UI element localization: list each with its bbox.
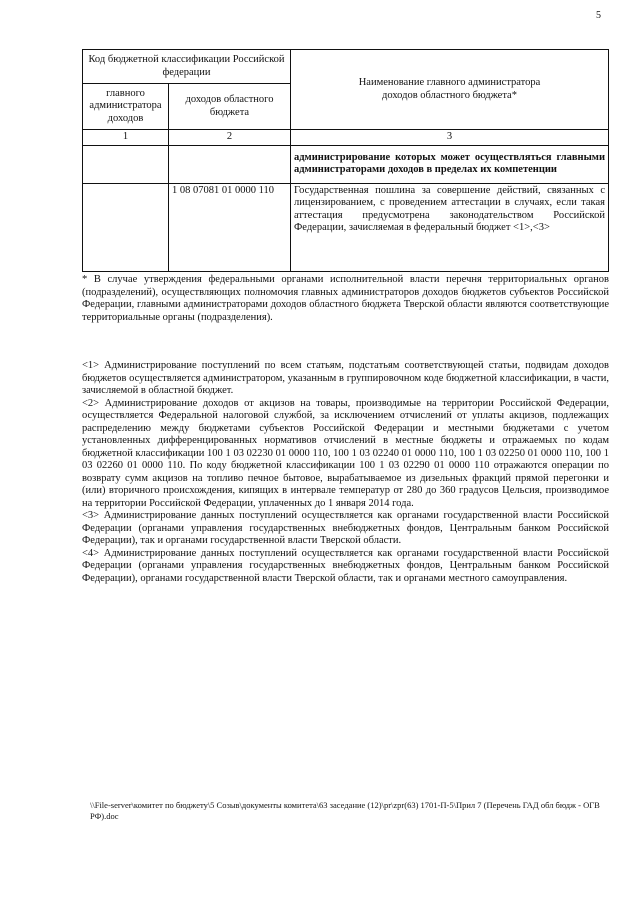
- row2-name: Государственная пошлина за совершение действий, связанных с лицензированием, с проведением аттестации в случаях, если такая аттестация предусмотрена законодательством Российской Федерации, зачисляемая в федеральный бюджет <1>,<3>: [291, 183, 609, 271]
- note-1: <1> Администрирование поступлений по всем статьям, подстатьям соответствующей статьи, подвидам доходов бюджетов осуществляется администратором, указанным в группировочном коде бюджетной классификации, в части, зачисляемой в областной бюджет.: [82, 360, 609, 396]
- note-4: <4> Администрирование данных поступлений осуществляется как органами государственной власти Российской Федерации (органами управления государственных внебюджетных фондов, Центральным банком Российской Федерации), органами государственной власти Тверской области, так и органами местного самоуправления.: [82, 547, 609, 584]
- col-num-3: 3: [291, 130, 609, 146]
- header-regional-income: доходов областного бюджета: [169, 84, 291, 130]
- header-budget-code-group: Код бюджетной классификации Российской федерации: [83, 50, 291, 84]
- footer-file-path: \\File-server\комитет по бюджету\5 Созыв\документы комитета\63 заседание (12)\pr\zpr(63) 1701-П-5\Прил 7 (Перечень ГАД обл бюдж - ОГВ РФ).doc: [90, 800, 600, 821]
- budget-classification-table: [82, 49, 609, 272]
- header-admin-name: Наименование главного администратора доходов областного бюджета*: [291, 50, 609, 130]
- row1-name: администрирование которых может осуществляться главными администраторами доходов в пределах их компетенции: [291, 145, 609, 183]
- note-2: <2> Администрирование доходов от акцизов на товары, производимые на территории Российской Федерации, осуществляется Федеральной налоговой службой, за исключением отчислений от уплаты акцизов, подлежащих распределению между бюджетами субъектов Российской Федерации и местными бюджетами с учетом установленных дифференцированных нормативов отчислений в местные бюджеты и отражаемых по кодам бюджетной классификации 100 1 03 02230 01 0000 110, 100 1 03 02240 01 0000 110, 100 1 03 02250 01 0000 110, 100 1 03 02260 01 0000 110. По коду бюджетной классификации 100 1 03 02290 01 0000 110 отражаются операции по возврату сумм акцизов на топливо печное бытовое, вырабатываемое из дизельных фракций прямой перегонки и (или) вторичного происхождения, кипящих в интервале температур от 280 до 360 градусов Цельсия, производимое на территории Российской Федерации, уплаченных до 1 января 2014 года.: [82, 397, 609, 509]
- col-num-1: 1: [83, 130, 169, 146]
- row1-code: [169, 145, 291, 183]
- footnote-text: * В случае утверждения федеральными органами исполнительной власти перечня территориальных органов (подразделений), осуществляющих полномочия главных администраторов доходов бюджетов субъектов Российской Федерации, главными администраторами доходов областного бюджета Тверской области являются соответствующие территориальные органы (подразделения).: [82, 274, 609, 323]
- note-3: <3> Администрирование данных поступлений осуществляется как органами государственной власти Российской Федерации (органами управления государственных внебюджетных фондов, Центральным банком Российской Федерации), так и органами государственной власти Тверской области.: [82, 510, 609, 546]
- header-main-admin: главного администратора доходов: [83, 84, 169, 130]
- col-num-2: 2: [169, 130, 291, 146]
- page-number: 5: [596, 10, 601, 21]
- notes-block: [82, 360, 609, 585]
- row2-admin: [83, 183, 169, 271]
- footnote-block: [82, 274, 609, 324]
- row1-admin: [83, 145, 169, 183]
- row2-code: 1 08 07081 01 0000 110: [169, 183, 291, 271]
